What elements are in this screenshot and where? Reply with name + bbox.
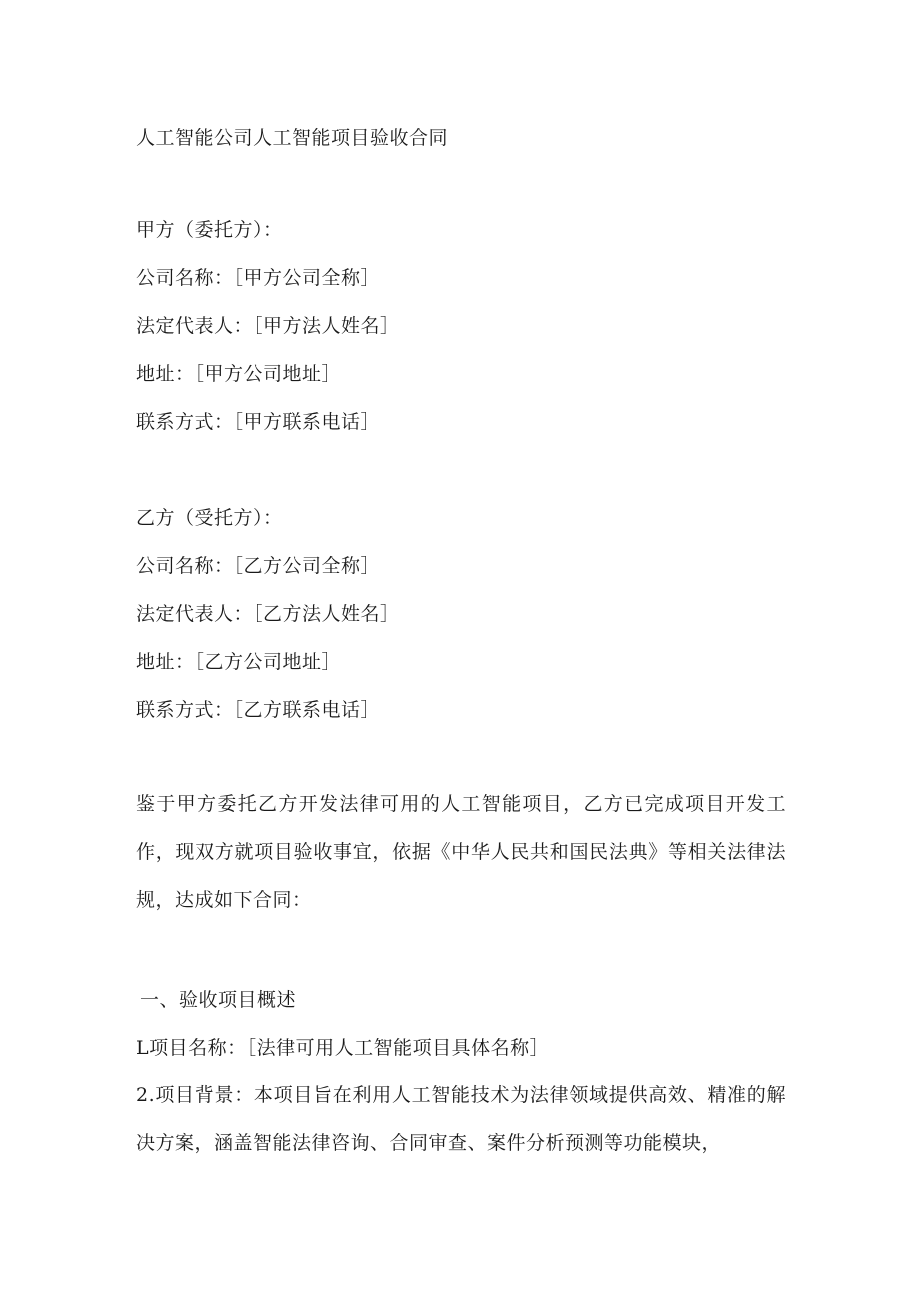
party-b-representative: 法定代表人：［乙方法人姓名］ (136, 603, 400, 625)
party-b-company: 公司名称：［乙方公司全称］ (136, 555, 381, 577)
party-a-contact: 联系方式：［甲方联系电话］ (136, 411, 381, 433)
party-b-heading: 乙方（受托方）： (136, 507, 283, 529)
party-b-contact: 联系方式：［乙方联系电话］ (136, 699, 381, 721)
section1-heading: 一、验收项目概述 (140, 989, 297, 1011)
section1-item-project-background: 2.项目背景：本项目旨在利用人工智能技术为法律领域提供高效、精准的解决方案，涵盖智能法律咨询、合同审查、案件分析预测等功能模块， (136, 1084, 786, 1154)
party-a-address: 地址：［甲方公司地址］ (136, 363, 342, 385)
section1-item-project-name: L项目名称：［法律可用人工智能项目具体名称］ (136, 1037, 550, 1059)
party-a-representative: 法定代表人：［甲方法人姓名］ (136, 315, 400, 337)
party-a-company: 公司名称：［甲方公司全称］ (136, 267, 381, 289)
party-a-heading: 甲方（委托方）： (136, 219, 283, 241)
party-b-address: 地址：［乙方公司地址］ (136, 651, 342, 673)
preamble-paragraph: 鉴于甲方委托乙方开发法律可用的人工智能项目，乙方已完成项目开发工作，现双方就项目验收事宜，依据《中华人民共和国民法典》等相关法律法规，达成如下合同： (136, 793, 786, 911)
document-title: 人工智能公司人工智能项目验收合同 (136, 127, 449, 149)
